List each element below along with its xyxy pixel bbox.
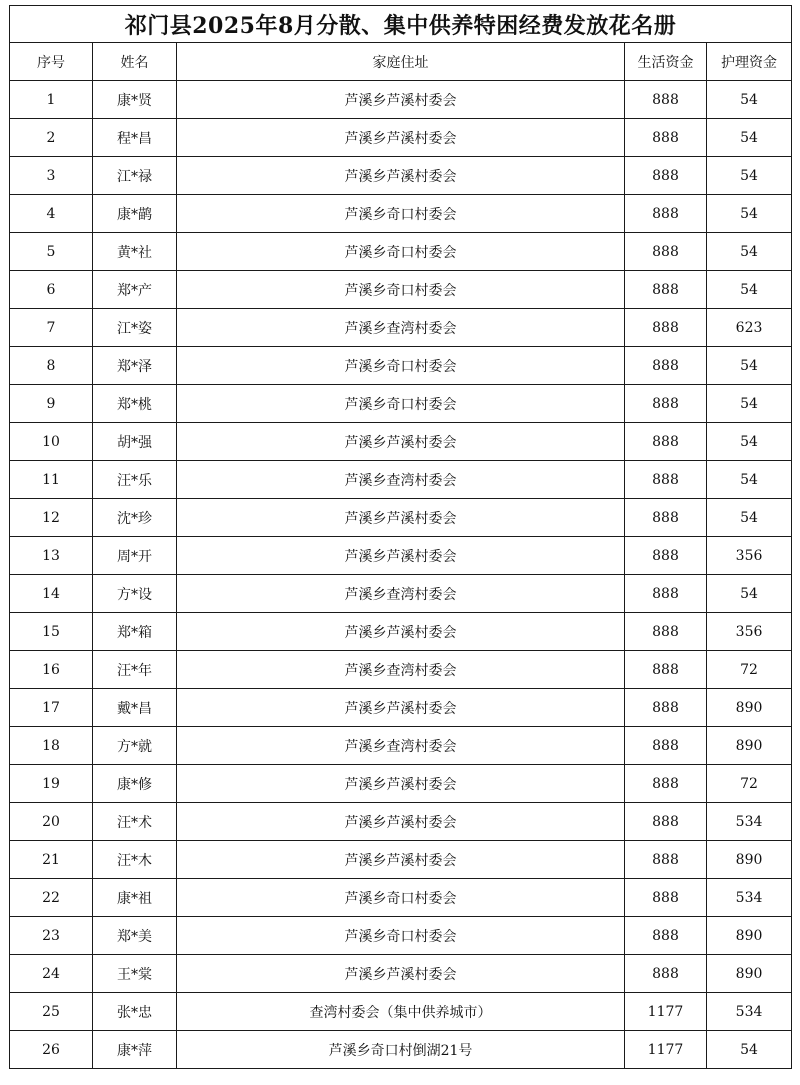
cell-nursing-fund: 72: [707, 651, 792, 689]
cell-index: 7: [10, 309, 93, 347]
table-row: [10, 803, 792, 841]
table-row: [10, 461, 792, 499]
cell-living-fund: 888: [625, 689, 707, 727]
cell-name: 康*萍: [93, 1031, 177, 1069]
cell-name: 康*贤: [93, 81, 177, 119]
cell-name: 郑*泽: [93, 347, 177, 385]
cell-address: 芦溪乡芦溪村委会: [177, 689, 625, 727]
cell-nursing-fund: 72: [707, 765, 792, 803]
cell-address: 查湾村委会（集中供养城市）: [177, 993, 625, 1031]
cell-nursing-fund: 54: [707, 271, 792, 309]
cell-index: 19: [10, 765, 93, 803]
cell-address: 芦溪乡芦溪村委会: [177, 499, 625, 537]
header-living-fund: 生活资金: [625, 43, 707, 81]
table-row: [10, 537, 792, 575]
cell-address: 芦溪乡奇口村倒湖21号: [177, 1031, 625, 1069]
cell-name: 郑*美: [93, 917, 177, 955]
cell-nursing-fund: 54: [707, 233, 792, 271]
cell-index: 1: [10, 81, 93, 119]
cell-index: 9: [10, 385, 93, 423]
table-row: [10, 765, 792, 803]
cell-name: 张*忠: [93, 993, 177, 1031]
cell-name: 郑*箱: [93, 613, 177, 651]
cell-name: 程*昌: [93, 119, 177, 157]
title-row: [10, 6, 792, 43]
cell-living-fund: 888: [625, 651, 707, 689]
table-row: [10, 423, 792, 461]
table-row: [10, 119, 792, 157]
table-row: [10, 917, 792, 955]
cell-index: 10: [10, 423, 93, 461]
table-row: [10, 81, 792, 119]
cell-address: 芦溪乡芦溪村委会: [177, 423, 625, 461]
cell-address: 芦溪乡奇口村委会: [177, 385, 625, 423]
cell-address: 芦溪乡查湾村委会: [177, 651, 625, 689]
cell-index: 16: [10, 651, 93, 689]
cell-index: 8: [10, 347, 93, 385]
cell-address: 芦溪乡芦溪村委会: [177, 955, 625, 993]
cell-name: 江*禄: [93, 157, 177, 195]
table-row: [10, 993, 792, 1031]
table-row: [10, 385, 792, 423]
cell-address: 芦溪乡芦溪村委会: [177, 157, 625, 195]
table-row: [10, 689, 792, 727]
cell-index: 22: [10, 879, 93, 917]
cell-nursing-fund: 356: [707, 537, 792, 575]
table-row: [10, 195, 792, 233]
cell-address: 芦溪乡芦溪村委会: [177, 613, 625, 651]
cell-address: 芦溪乡芦溪村委会: [177, 841, 625, 879]
cell-nursing-fund: 54: [707, 1031, 792, 1069]
cell-nursing-fund: 54: [707, 575, 792, 613]
cell-address: 芦溪乡奇口村委会: [177, 347, 625, 385]
cell-living-fund: 888: [625, 613, 707, 651]
cell-nursing-fund: 54: [707, 461, 792, 499]
cell-address: 芦溪乡查湾村委会: [177, 727, 625, 765]
table-row: [10, 613, 792, 651]
cell-address: 芦溪乡芦溪村委会: [177, 765, 625, 803]
table-row: [10, 955, 792, 993]
table-row: [10, 575, 792, 613]
cell-address: 芦溪乡芦溪村委会: [177, 537, 625, 575]
cell-name: 沈*珍: [93, 499, 177, 537]
table-row: [10, 233, 792, 271]
cell-index: 15: [10, 613, 93, 651]
roster-table: [9, 5, 792, 1069]
cell-living-fund: 888: [625, 385, 707, 423]
cell-nursing-fund: 54: [707, 157, 792, 195]
cell-nursing-fund: 890: [707, 689, 792, 727]
cell-index: 4: [10, 195, 93, 233]
cell-living-fund: 888: [625, 195, 707, 233]
cell-name: 江*姿: [93, 309, 177, 347]
cell-address: 芦溪乡查湾村委会: [177, 575, 625, 613]
cell-nursing-fund: 890: [707, 955, 792, 993]
table-row: [10, 347, 792, 385]
header-name: 姓名: [93, 43, 177, 81]
cell-nursing-fund: 890: [707, 727, 792, 765]
cell-living-fund: 888: [625, 879, 707, 917]
cell-living-fund: 888: [625, 461, 707, 499]
cell-nursing-fund: 623: [707, 309, 792, 347]
table-row: [10, 499, 792, 537]
cell-index: 14: [10, 575, 93, 613]
cell-index: 5: [10, 233, 93, 271]
cell-name: 方*设: [93, 575, 177, 613]
cell-name: 汪*木: [93, 841, 177, 879]
cell-name: 郑*桃: [93, 385, 177, 423]
cell-living-fund: 888: [625, 119, 707, 157]
table-row: [10, 841, 792, 879]
cell-index: 21: [10, 841, 93, 879]
cell-living-fund: 888: [625, 955, 707, 993]
cell-address: 芦溪乡奇口村委会: [177, 195, 625, 233]
cell-name: 汪*乐: [93, 461, 177, 499]
cell-name: 郑*产: [93, 271, 177, 309]
cell-nursing-fund: 54: [707, 385, 792, 423]
cell-name: 汪*年: [93, 651, 177, 689]
cell-address: 芦溪乡奇口村委会: [177, 879, 625, 917]
cell-nursing-fund: 534: [707, 993, 792, 1031]
cell-index: 18: [10, 727, 93, 765]
cell-index: 26: [10, 1031, 93, 1069]
cell-nursing-fund: 534: [707, 803, 792, 841]
cell-index: 17: [10, 689, 93, 727]
cell-living-fund: 888: [625, 841, 707, 879]
cell-name: 方*就: [93, 727, 177, 765]
cell-name: 汪*术: [93, 803, 177, 841]
cell-index: 24: [10, 955, 93, 993]
header-nursing-fund: 护理资金: [707, 43, 792, 81]
cell-nursing-fund: 356: [707, 613, 792, 651]
cell-nursing-fund: 54: [707, 347, 792, 385]
cell-nursing-fund: 54: [707, 81, 792, 119]
cell-address: 芦溪乡奇口村委会: [177, 233, 625, 271]
cell-index: 6: [10, 271, 93, 309]
cell-name: 康*修: [93, 765, 177, 803]
cell-living-fund: 888: [625, 233, 707, 271]
cell-address: 芦溪乡查湾村委会: [177, 461, 625, 499]
cell-index: 13: [10, 537, 93, 575]
cell-name: 王*棠: [93, 955, 177, 993]
cell-living-fund: 888: [625, 423, 707, 461]
cell-name: 康*祖: [93, 879, 177, 917]
cell-nursing-fund: 54: [707, 119, 792, 157]
cell-nursing-fund: 534: [707, 879, 792, 917]
cell-index: 11: [10, 461, 93, 499]
table-row: [10, 157, 792, 195]
cell-nursing-fund: 890: [707, 841, 792, 879]
cell-nursing-fund: 54: [707, 499, 792, 537]
cell-address: 芦溪乡芦溪村委会: [177, 803, 625, 841]
cell-index: 2: [10, 119, 93, 157]
header-row: [10, 43, 792, 81]
table-row: [10, 879, 792, 917]
cell-living-fund: 888: [625, 309, 707, 347]
cell-living-fund: 888: [625, 727, 707, 765]
cell-index: 3: [10, 157, 93, 195]
cell-nursing-fund: 54: [707, 195, 792, 233]
cell-living-fund: 888: [625, 917, 707, 955]
cell-address: 芦溪乡芦溪村委会: [177, 81, 625, 119]
page-title: 祁门县2025年8月分散、集中供养特困经费发放花名册: [10, 6, 792, 43]
cell-living-fund: 888: [625, 575, 707, 613]
cell-living-fund: 888: [625, 157, 707, 195]
cell-name: 黄*社: [93, 233, 177, 271]
cell-nursing-fund: 54: [707, 423, 792, 461]
cell-nursing-fund: 890: [707, 917, 792, 955]
cell-living-fund: 1177: [625, 1031, 707, 1069]
cell-name: 康*鹋: [93, 195, 177, 233]
table-row: [10, 727, 792, 765]
cell-index: 23: [10, 917, 93, 955]
cell-name: 周*开: [93, 537, 177, 575]
table-row: [10, 1031, 792, 1069]
cell-index: 12: [10, 499, 93, 537]
header-address: 家庭住址: [177, 43, 625, 81]
cell-name: 胡*强: [93, 423, 177, 461]
header-index: 序号: [10, 43, 93, 81]
cell-address: 芦溪乡奇口村委会: [177, 917, 625, 955]
table-row: [10, 271, 792, 309]
cell-index: 20: [10, 803, 93, 841]
cell-living-fund: 888: [625, 803, 707, 841]
cell-living-fund: 888: [625, 81, 707, 119]
cell-address: 芦溪乡查湾村委会: [177, 309, 625, 347]
cell-living-fund: 1177: [625, 993, 707, 1031]
table-row: [10, 651, 792, 689]
table-row: [10, 309, 792, 347]
cell-living-fund: 888: [625, 499, 707, 537]
cell-index: 25: [10, 993, 93, 1031]
cell-living-fund: 888: [625, 765, 707, 803]
cell-address: 芦溪乡奇口村委会: [177, 271, 625, 309]
cell-address: 芦溪乡芦溪村委会: [177, 119, 625, 157]
cell-name: 戴*昌: [93, 689, 177, 727]
cell-living-fund: 888: [625, 271, 707, 309]
cell-living-fund: 888: [625, 537, 707, 575]
cell-living-fund: 888: [625, 347, 707, 385]
